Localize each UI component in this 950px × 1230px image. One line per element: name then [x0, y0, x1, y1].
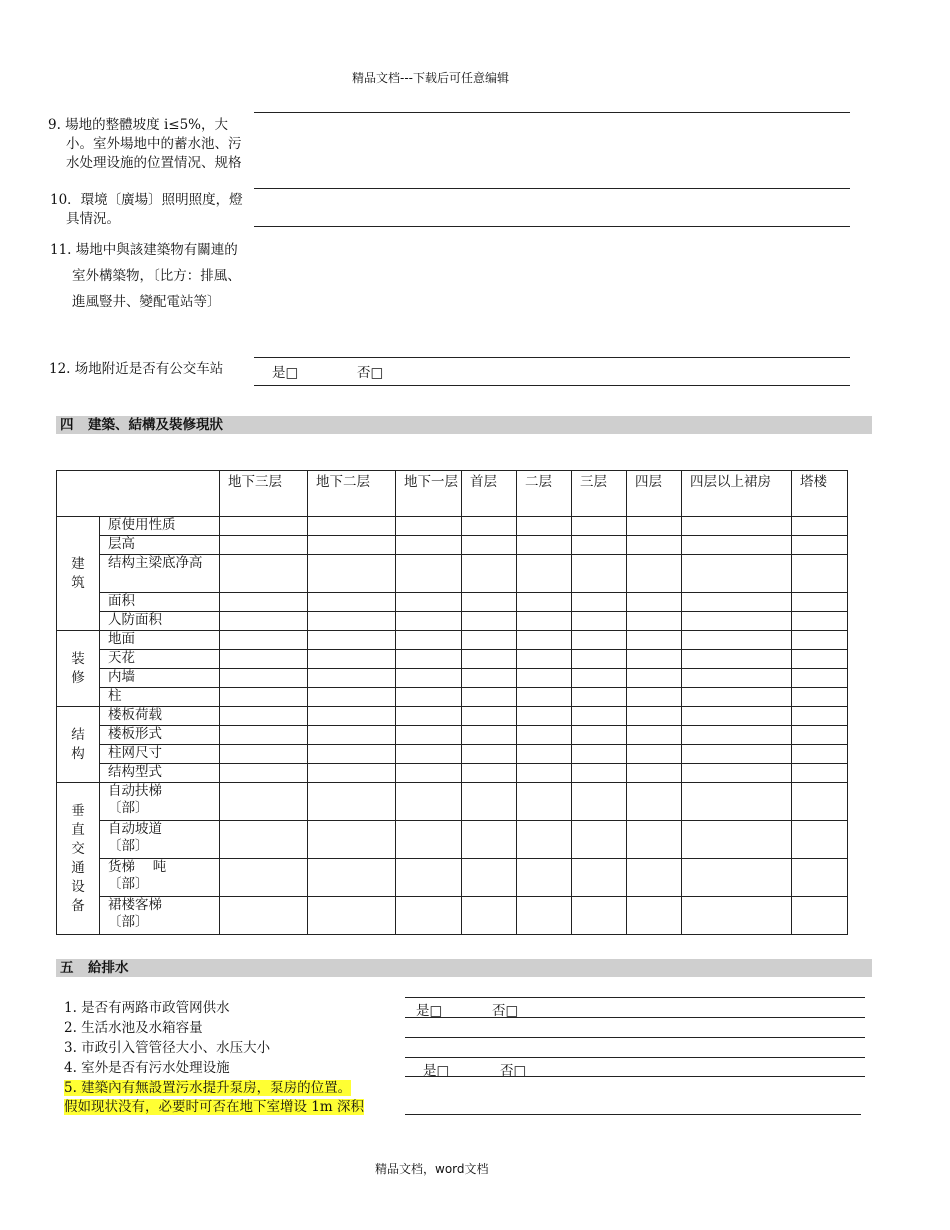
table-cell[interactable] — [572, 612, 627, 631]
table-cell[interactable] — [627, 726, 682, 745]
table-cell[interactable] — [462, 669, 517, 688]
table-cell[interactable] — [572, 650, 627, 669]
section-title: 建築、結構及裝修現狀 — [88, 417, 223, 433]
table-cell[interactable] — [682, 707, 792, 726]
table-cell[interactable] — [462, 707, 517, 726]
table-cell[interactable] — [682, 555, 792, 593]
column-header: 塔楼 — [792, 471, 848, 517]
table-cell[interactable] — [682, 517, 792, 536]
row-label: 自动坡道〔部〕 — [100, 821, 220, 859]
table-cell[interactable] — [308, 593, 396, 612]
table-cell[interactable] — [517, 669, 572, 688]
table-cell[interactable] — [220, 821, 308, 859]
table-cell[interactable] — [396, 726, 462, 745]
row-label: 自动扶梯〔部〕 — [100, 783, 220, 821]
table-row — [57, 726, 848, 745]
table-cell[interactable] — [462, 783, 517, 821]
table-cell[interactable] — [517, 631, 572, 650]
sewage-yes-checkbox[interactable]: 是□ — [423, 1063, 450, 1079]
row-label: 内墙 — [100, 669, 220, 688]
table-cell[interactable] — [220, 859, 308, 897]
table-row — [57, 859, 848, 897]
table-row — [57, 688, 848, 707]
row-label: 楼板荷载 — [100, 707, 220, 726]
table-cell[interactable] — [517, 593, 572, 612]
table-row — [57, 783, 848, 821]
two-supply-no-checkbox[interactable]: 否□ — [492, 1003, 519, 1019]
table-cell[interactable] — [462, 859, 517, 897]
table-cell[interactable] — [396, 764, 462, 783]
table-cell[interactable] — [792, 650, 848, 669]
row-label: 结构型式 — [100, 764, 220, 783]
table-cell[interactable] — [627, 897, 682, 935]
table-cell[interactable] — [517, 859, 572, 897]
table-cell[interactable] — [572, 897, 627, 935]
table-cell[interactable] — [517, 783, 572, 821]
table-cell[interactable] — [682, 764, 792, 783]
section-number: 四 — [60, 417, 74, 433]
table-cell[interactable] — [462, 593, 517, 612]
table-cell[interactable] — [627, 745, 682, 764]
answer-line — [405, 1057, 865, 1058]
answer-line — [254, 357, 850, 358]
table-cell[interactable] — [220, 555, 308, 593]
table-cell[interactable] — [517, 688, 572, 707]
table-cell[interactable] — [627, 859, 682, 897]
table-cell[interactable] — [308, 688, 396, 707]
section-number: 五 — [60, 960, 74, 976]
table-cell[interactable] — [396, 650, 462, 669]
group-label: 结构 — [57, 707, 100, 783]
table-cell[interactable] — [792, 726, 848, 745]
table-cell[interactable] — [572, 517, 627, 536]
table-cell[interactable] — [682, 897, 792, 935]
table-row — [57, 764, 848, 783]
table-cell[interactable] — [396, 688, 462, 707]
table-cell[interactable] — [572, 688, 627, 707]
column-header: 地下三层 — [220, 471, 308, 517]
table-row — [57, 707, 848, 726]
table-cell[interactable] — [682, 593, 792, 612]
table-cell[interactable] — [792, 517, 848, 536]
table-cell[interactable] — [627, 593, 682, 612]
table-cell[interactable] — [462, 764, 517, 783]
water-item-5 — [64, 1079, 364, 1117]
table-cell[interactable] — [462, 688, 517, 707]
table-cell[interactable] — [396, 612, 462, 631]
page-header: 精品文档---下载后可任意编辑 — [352, 71, 509, 85]
answer-line — [405, 997, 865, 998]
table-row — [57, 593, 848, 612]
table-cell[interactable] — [517, 650, 572, 669]
table-row — [57, 745, 848, 764]
table-cell[interactable] — [308, 612, 396, 631]
table-cell[interactable] — [308, 783, 396, 821]
table-cell[interactable] — [517, 897, 572, 935]
row-label: 天花 — [100, 650, 220, 669]
group-label: 垂直交通设备 — [57, 783, 100, 935]
answer-line — [405, 1037, 865, 1038]
table-cell[interactable] — [517, 612, 572, 631]
table-cell[interactable] — [396, 859, 462, 897]
table-cell[interactable] — [396, 745, 462, 764]
table-cell[interactable] — [462, 631, 517, 650]
water-item-3: 3. 市政引入管管径大小、水压大小 — [64, 1040, 271, 1056]
table-cell[interactable] — [682, 783, 792, 821]
row-label: 货梯 吨〔部〕 — [100, 859, 220, 897]
table-cell[interactable] — [308, 764, 396, 783]
table-cell[interactable] — [572, 536, 627, 555]
table-cell[interactable] — [308, 517, 396, 536]
table-cell[interactable] — [792, 536, 848, 555]
table-cell[interactable] — [792, 821, 848, 859]
section-4-header — [56, 416, 872, 434]
column-header: 三层 — [572, 471, 627, 517]
table-cell[interactable] — [682, 821, 792, 859]
table-cell[interactable] — [220, 669, 308, 688]
table-cell[interactable] — [572, 726, 627, 745]
table-cell[interactable] — [572, 764, 627, 783]
table-row — [57, 555, 848, 593]
table-cell[interactable] — [682, 650, 792, 669]
water-item-2: 2. 生活水池及水箱容量 — [64, 1020, 203, 1036]
bus-stop-no-checkbox[interactable]: 否□ — [357, 365, 384, 381]
table-cell[interactable] — [517, 707, 572, 726]
site-item-10: 10．環境〔廣場〕照明照度，燈具情況。 — [50, 192, 243, 227]
table-cell[interactable] — [308, 707, 396, 726]
table-cell[interactable] — [220, 536, 308, 555]
site-item-12: 12. 场地附近是否有公交车站 — [49, 361, 224, 377]
table-cell[interactable] — [308, 650, 396, 669]
table-cell[interactable] — [220, 726, 308, 745]
table-cell[interactable] — [462, 897, 517, 935]
table-cell[interactable] — [572, 783, 627, 821]
table-cell[interactable] — [220, 783, 308, 821]
table-cell[interactable] — [792, 783, 848, 821]
row-label: 楼板形式 — [100, 726, 220, 745]
table-cell[interactable] — [627, 783, 682, 821]
table-cell[interactable] — [396, 631, 462, 650]
water-item-4: 4. 室外是否有污水处理设施 — [64, 1060, 230, 1076]
table-cell[interactable] — [517, 745, 572, 764]
table-cell[interactable] — [396, 669, 462, 688]
table-cell[interactable] — [517, 536, 572, 555]
table-cell[interactable] — [517, 726, 572, 745]
table-cell[interactable] — [682, 726, 792, 745]
answer-line — [254, 226, 850, 227]
table-cell[interactable] — [220, 707, 308, 726]
table-cell[interactable] — [220, 612, 308, 631]
column-header: 四层以上裙房 — [682, 471, 792, 517]
table-cell[interactable] — [396, 821, 462, 859]
table-cell[interactable] — [462, 821, 517, 859]
table-cell[interactable] — [308, 726, 396, 745]
table-cell[interactable] — [396, 707, 462, 726]
table-cell[interactable] — [572, 745, 627, 764]
table-cell[interactable] — [627, 821, 682, 859]
table-cell[interactable] — [220, 764, 308, 783]
row-label: 原使用性质 — [100, 517, 220, 536]
table-cell[interactable] — [572, 669, 627, 688]
table-cell[interactable] — [682, 669, 792, 688]
column-header: 地下一层 — [396, 471, 462, 517]
table-cell[interactable] — [627, 707, 682, 726]
table-row — [57, 650, 848, 669]
column-header: 四层 — [627, 471, 682, 517]
section-title: 給排水 — [88, 960, 129, 976]
group-label: 装修 — [57, 631, 100, 707]
water-item-5-line2: 假如现状没有，必要时可否在地下室增设 1m 深积 — [64, 1099, 364, 1115]
table-row — [57, 517, 848, 536]
building-status-table — [56, 470, 848, 935]
section-5-header — [56, 959, 872, 977]
table-cell[interactable] — [627, 612, 682, 631]
sewage-no-checkbox[interactable]: 否□ — [500, 1063, 527, 1079]
table-cell[interactable] — [308, 897, 396, 935]
table-cell[interactable] — [792, 612, 848, 631]
table-cell[interactable] — [572, 821, 627, 859]
table-cell[interactable] — [396, 517, 462, 536]
answer-line — [254, 112, 850, 113]
answer-line — [254, 385, 850, 386]
table-cell[interactable] — [396, 783, 462, 821]
table-cell[interactable] — [396, 555, 462, 593]
row-label: 层高 — [100, 536, 220, 555]
table-cell[interactable] — [462, 650, 517, 669]
water-item-1: 1. 是否有两路市政管网供水 — [64, 1000, 230, 1016]
table-cell[interactable] — [308, 859, 396, 897]
table-cell[interactable] — [792, 555, 848, 593]
table-cell[interactable] — [572, 593, 627, 612]
table-cell[interactable] — [792, 745, 848, 764]
table-cell[interactable] — [220, 745, 308, 764]
table-cell[interactable] — [462, 726, 517, 745]
table-cell[interactable] — [308, 631, 396, 650]
table-cell[interactable] — [462, 612, 517, 631]
table-cell[interactable] — [396, 593, 462, 612]
table-cell[interactable] — [627, 517, 682, 536]
water-item-5-line1: 5. 建築內有無設置污水提升泵房，泵房的位置。 — [64, 1080, 352, 1096]
table-cell[interactable] — [792, 859, 848, 897]
table-cell[interactable] — [517, 517, 572, 536]
table-row — [57, 897, 848, 935]
table-cell[interactable] — [220, 517, 308, 536]
table-cell[interactable] — [462, 555, 517, 593]
table-cell[interactable] — [462, 536, 517, 555]
table-cell[interactable] — [792, 688, 848, 707]
answer-line — [405, 1017, 865, 1018]
table-cell[interactable] — [572, 555, 627, 593]
site-item-11: 11. 場地中與該建築物有關連的室外構築物，〔比方：排風、進風豎井、變配電站等〕 — [50, 242, 241, 310]
table-cell[interactable] — [220, 650, 308, 669]
table-cell[interactable] — [682, 536, 792, 555]
table-cell[interactable] — [517, 555, 572, 593]
table-cell[interactable] — [627, 536, 682, 555]
column-header: 二层 — [517, 471, 572, 517]
table-cell[interactable] — [792, 764, 848, 783]
table-cell[interactable] — [682, 859, 792, 897]
row-label: 面积 — [100, 593, 220, 612]
row-label: 地面 — [100, 631, 220, 650]
table-cell[interactable] — [462, 517, 517, 536]
table-row — [57, 612, 848, 631]
answer-line — [254, 188, 850, 189]
site-item-9: 9. 場地的整體坡度 i≤5%，大小。室外場地中的蓄水池、污水处理设施的位置情况、规格 — [48, 117, 242, 171]
table-cell[interactable] — [792, 897, 848, 935]
table-cell[interactable] — [792, 593, 848, 612]
table-cell[interactable] — [308, 536, 396, 555]
table-row — [57, 536, 848, 555]
two-supply-yes-checkbox[interactable]: 是□ — [416, 1003, 443, 1019]
table-cell[interactable] — [220, 631, 308, 650]
table-cell[interactable] — [308, 745, 396, 764]
column-header: 地下二层 — [308, 471, 396, 517]
row-label: 柱 — [100, 688, 220, 707]
group-label: 建筑 — [57, 517, 100, 631]
table-cell[interactable] — [627, 650, 682, 669]
table-cell[interactable] — [682, 745, 792, 764]
table-cell[interactable] — [220, 897, 308, 935]
row-label: 结构主梁底净高 — [100, 555, 220, 593]
table-cell[interactable] — [627, 688, 682, 707]
table-cell[interactable] — [462, 745, 517, 764]
table-cell[interactable] — [517, 821, 572, 859]
table-cell[interactable] — [792, 631, 848, 650]
table-cell[interactable] — [220, 593, 308, 612]
row-label: 裙楼客梯〔部〕 — [100, 897, 220, 935]
table-cell[interactable] — [220, 688, 308, 707]
table-cell[interactable] — [627, 555, 682, 593]
answer-line — [405, 1076, 865, 1077]
row-label: 柱网尺寸 — [100, 745, 220, 764]
table-cell[interactable] — [792, 707, 848, 726]
table-cell[interactable] — [627, 631, 682, 650]
table-cell[interactable] — [572, 859, 627, 897]
table-cell[interactable] — [517, 764, 572, 783]
page-footer: 精品文档，word文档 — [375, 1162, 489, 1176]
table-cell[interactable] — [627, 764, 682, 783]
table-cell[interactable] — [308, 555, 396, 593]
table-row — [57, 631, 848, 650]
table-row — [57, 669, 848, 688]
table-cell[interactable] — [396, 536, 462, 555]
answer-line — [405, 1114, 861, 1115]
table-cell[interactable] — [572, 707, 627, 726]
table-cell[interactable] — [308, 669, 396, 688]
table-row — [57, 821, 848, 859]
table-cell[interactable] — [572, 631, 627, 650]
table-cell[interactable] — [792, 669, 848, 688]
table-corner-cell — [57, 471, 220, 517]
table-cell[interactable] — [682, 612, 792, 631]
table-header-row — [57, 471, 848, 517]
bus-stop-yes-checkbox[interactable]: 是□ — [272, 365, 299, 381]
table-cell[interactable] — [396, 897, 462, 935]
row-label: 人防面积 — [100, 612, 220, 631]
table-cell[interactable] — [682, 631, 792, 650]
table-cell[interactable] — [308, 821, 396, 859]
table-cell[interactable] — [627, 669, 682, 688]
table-cell[interactable] — [682, 688, 792, 707]
column-header: 首层 — [462, 471, 517, 517]
